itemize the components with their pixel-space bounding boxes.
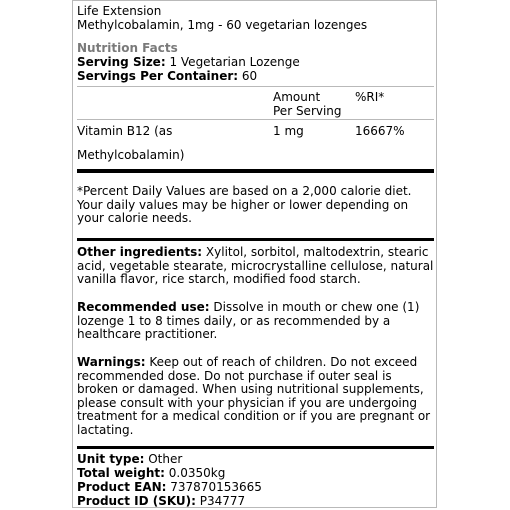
nutrient-ri: 16667% [355,124,405,138]
nutrient-name: Vitamin B12 (as [77,124,173,138]
product-sku: Product ID (SKU): P34777 [77,494,246,508]
nutrient-name-continued: Methylcobalamin) [77,148,185,162]
ri-header: %RI* [355,90,385,104]
divider [77,86,434,87]
unit-type: Unit type: Other [77,452,183,466]
servings-per-container: Servings Per Container: 60 [77,69,258,83]
section-divider [77,238,434,241]
amount-header-line2: Per Serving [273,104,342,118]
section-divider [77,446,434,449]
nutrient-amount: 1 mg [273,124,304,138]
serving-size: Serving Size: 1 Vegetarian Lozenge [77,55,300,69]
thick-divider [77,169,434,173]
recommended-use: Recommended use: Dissolve in mouth or chew one (1) lozenge 1 to 8 times daily, or as recommended by a healthcare practitioner. [77,300,420,342]
daily-value-footnote: *Percent Daily Values are based on a 2,000 calorie diet. Your daily values may be higher or lower depending on your calorie needs. [77,184,412,226]
warnings: Warnings: Keep out of reach of children. Do not exceed recommended dose. Do not purchase if outer seal is broken or damaged. When using nutritional supplements, please consult with your physician if you are undergoing treatment for a medical condition or if you are pregnant or lactating. [77,355,431,437]
total-weight: Total weight: 0.0350kg [77,466,226,480]
other-ingredients: Other ingredients: Xylitol, sorbitol, maltodextrin, stearic acid, vegetable stearate, microcrystalline cellulose, natural vanilla flavor, rice starch, modified food starch. [77,245,434,287]
supplement-facts-panel [72,0,437,508]
facts-heading: Nutrition Facts [77,41,178,55]
brand-name: Life Extension [77,4,162,18]
product-name: Methylcobalamin, 1mg - 60 vegetarian lozenges [77,18,368,32]
divider [77,119,434,120]
amount-header-line1: Amount [273,90,321,104]
product-ean: Product EAN: 737870153665 [77,480,262,494]
